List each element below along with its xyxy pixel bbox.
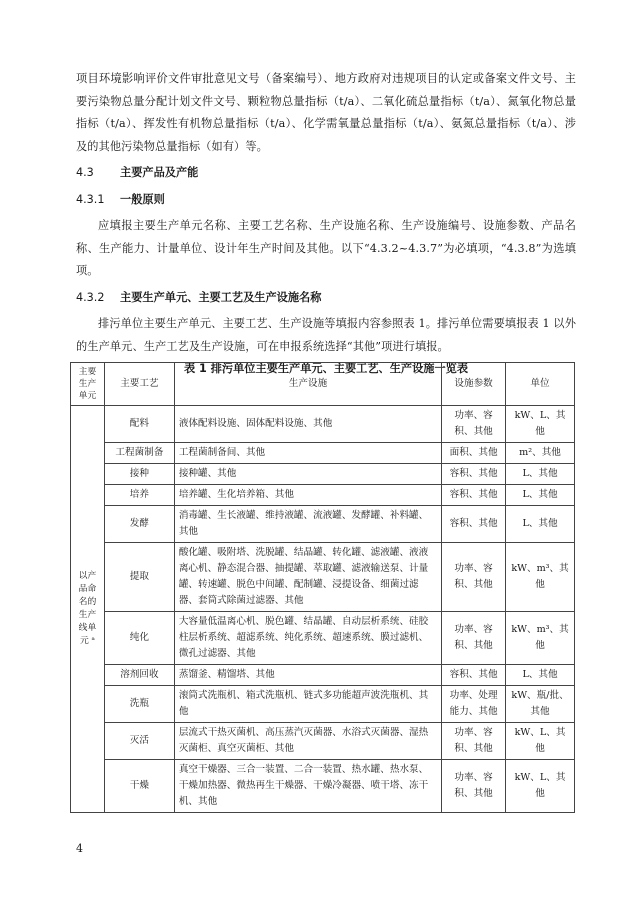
- heading-4-3: [76, 162, 576, 185]
- page-number: 4: [76, 842, 83, 855]
- document-body: [76, 68, 576, 383]
- unit-measure-cell: L、其他: [506, 506, 575, 543]
- table-row: [71, 686, 575, 723]
- table-row: [71, 406, 575, 443]
- process-cell: 工程菌制备: [104, 443, 174, 464]
- table-row: [71, 665, 575, 686]
- process-cell: 接种: [104, 464, 174, 485]
- process-cell: 培养: [104, 485, 174, 506]
- facilities-cell: 滚筒式洗瓶机、箱式洗瓶机、链式多功能超声波洗瓶机、其他: [174, 686, 441, 723]
- table-row: [71, 464, 575, 485]
- facilities-cell: 培养罐、生化培养箱、其他: [174, 485, 441, 506]
- process-cell: 配料: [104, 406, 174, 443]
- facilities-cell: 蒸馏釜、精馏塔、其他: [174, 665, 441, 686]
- header-unit: 主要生产单元: [71, 363, 105, 406]
- facilities-cell: 接种罐、其他: [174, 464, 441, 485]
- params-cell: 功率、容积、其他: [442, 760, 506, 813]
- heading-4-3-2: [76, 287, 576, 310]
- header-unit-measure: 单位: [506, 363, 575, 406]
- header-facilities: 生产设施: [174, 363, 441, 406]
- unit-measure-cell: kW、L、其他: [506, 406, 575, 443]
- unit-measure-cell: kW、L、其他: [506, 723, 575, 760]
- unit-measure-cell: kW、瓶/批、其他: [506, 686, 575, 723]
- facilities-cell: 大容量低温离心机、脱色罐、结晶罐、自动层析系统、硅胶柱层析系统、超滤系统、纯化系统、超速系统、膜过滤机、微孔过滤器、其他: [174, 612, 441, 665]
- process-cell: 发酵: [104, 506, 174, 543]
- facilities-cell: 真空干燥器、三合一装置、二合一装置、热水罐、热水泵、干燥加热器、微热再生干燥器、干燥冷凝器、喷干塔、冻干机、其他: [174, 760, 441, 813]
- process-cell: 纯化: [104, 612, 174, 665]
- heading-text: 主要产品及产能: [120, 166, 199, 179]
- unit-measure-cell: kW、m³、其他: [506, 543, 575, 612]
- params-cell: 容积、其他: [442, 464, 506, 485]
- unit-cell: 以产品命名的生产线单元 ᵃ: [71, 406, 105, 813]
- params-cell: 功率、处理能力、其他: [442, 686, 506, 723]
- unit-measure-cell: kW、L、其他: [506, 760, 575, 813]
- unit-measure-cell: L、其他: [506, 464, 575, 485]
- table-caption: 表 1 排污单位主要生产单元、主要工艺、生产设施一览表: [183, 362, 469, 375]
- table-row: [71, 485, 575, 506]
- facilities-cell: 液体配料设施、固体配料设施、其他: [174, 406, 441, 443]
- facility-table: [70, 362, 575, 813]
- unit-measure-cell: m²、其他: [506, 443, 575, 464]
- header-process: 主要工艺: [104, 363, 174, 406]
- heading-number: 4.3.1: [76, 192, 105, 206]
- heading-number: 4.3.2: [76, 290, 105, 304]
- params-cell: 容积、其他: [442, 665, 506, 686]
- facilities-cell: 层流式干热灭菌机、高压蒸汽灭菌器、水浴式灭菌器、湿热灭菌柜、真空灭菌柜、其他: [174, 723, 441, 760]
- params-cell: 容积、其他: [442, 506, 506, 543]
- facilities-cell: 酸化罐、吸附塔、洗脱罐、结晶罐、转化罐、滤液罐、液液离心机、静态混合器、抽提罐、萃取罐、滤液输送泵、计量罐、转速罐、脱色中间罐、配制罐、浸提设备、细菌过滤器、套筒式除菌过滤器、其他: [174, 543, 441, 612]
- process-cell: 灭活: [104, 723, 174, 760]
- process-cell: 洗瓶: [104, 686, 174, 723]
- process-cell: 提取: [104, 543, 174, 612]
- heading-number: 4.3: [76, 166, 94, 179]
- table-row: [71, 506, 575, 543]
- heading-4-3-1: [76, 189, 576, 212]
- header-params: 设施参数: [442, 363, 506, 406]
- heading-text: 主要生产单元、主要工艺及生产设施名称: [120, 290, 322, 304]
- table-row: [71, 612, 575, 665]
- params-cell: 功率、容积、其他: [442, 406, 506, 443]
- params-cell: 功率、容积、其他: [442, 543, 506, 612]
- params-cell: 容积、其他: [442, 485, 506, 506]
- paragraph-main-units: 排污单位主要生产单元、主要工艺、生产设施等填报内容参照表 1。排污单位需要填报表 1 以外的生产单元、生产工艺及生产设施，可在申报系统选择“其他”项进行填报。: [76, 317, 576, 353]
- facilities-cell: 工程菌制备间、其他: [174, 443, 441, 464]
- table-row: [71, 723, 575, 760]
- paragraph-general-principle: 应填报主要生产单元名称、主要工艺名称、生产设施名称、生产设施编号、设施参数、产品名称、生产能力、计量单位、设计年生产时间及其他。以下“4.3.2~4.3.7”为必填项，“4.3.8”为选填项。: [76, 219, 576, 277]
- unit-measure-cell: L、其他: [506, 665, 575, 686]
- params-cell: 功率、容积、其他: [442, 723, 506, 760]
- table-row: [71, 443, 575, 464]
- table-row: [71, 543, 575, 612]
- process-cell: 干燥: [104, 760, 174, 813]
- unit-measure-cell: kW、m³、其他: [506, 612, 575, 665]
- paragraph-intro: 项目环境影响评价文件审批意见文号（备案编号）、地方政府对违规项目的认定或备案文件文号、主要污染物总量分配计划文件文号、颗粒物总量指标（t/a）、二氧化硫总量指标（t/a）、氮氧化物总量指标（t/a）、挥发性有机物总量指标（t/a）、化学需氧量总量指标（t/a）、氨氮总量指标（t/a）、涉及的其他污染物总量指标（如有）等。: [76, 72, 576, 153]
- heading-text: 一般原则: [120, 192, 165, 206]
- params-cell: 面积、其他: [442, 443, 506, 464]
- facilities-cell: 消毒罐、生长液罐、维持液罐、流液罐、发酵罐、补料罐、其他: [174, 506, 441, 543]
- params-cell: 功率、容积、其他: [442, 612, 506, 665]
- unit-measure-cell: L、其他: [506, 485, 575, 506]
- table-header-row: [71, 363, 575, 406]
- process-cell: 溶剂回收: [104, 665, 174, 686]
- table-row: [71, 760, 575, 813]
